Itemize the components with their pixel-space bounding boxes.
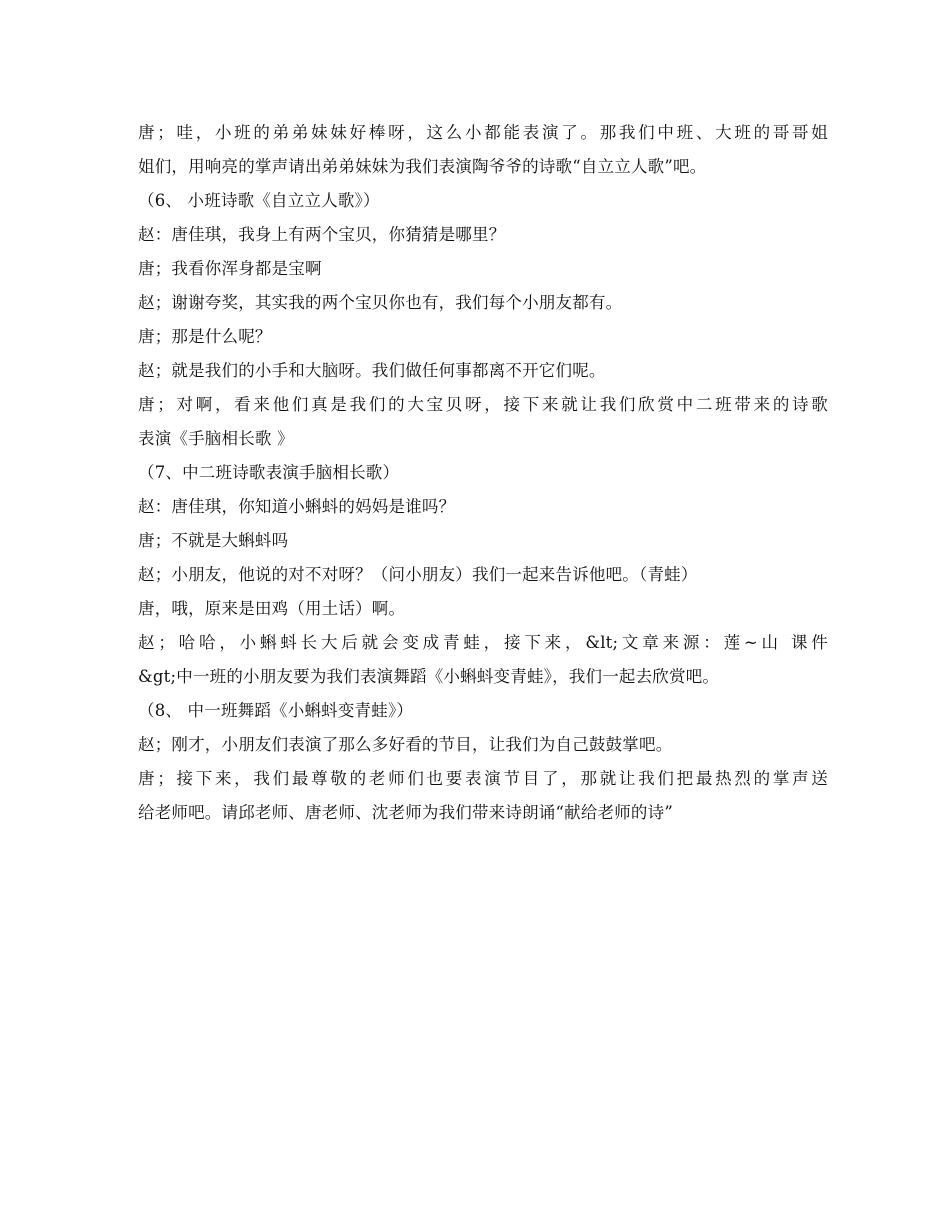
text-line-20: 唐；接下来，我们最尊敬的老师们也要表演节目了，那就让我们把最热烈的掌声送 [138, 769, 828, 788]
text-line-2: 姐们，用响亮的掌声请出弟弟妹妹为我们表演陶爷爷的诗歌“自立立人歌”吧。 [138, 157, 707, 176]
text-line-9: 唐；对啊，看来他们真是我们的大宝贝呀，接下来就让我们欣赏中二班带来的诗歌 [138, 395, 828, 414]
text-line-14: 赵；小朋友，他说的对不对呀？（问小朋友）我们一起来告诉他吧。（青蛙） [138, 565, 698, 584]
document-body [138, 116, 828, 830]
text-line-19: 赵；刚才，小朋友们表演了那么多好看的节目，让我们为自己鼓鼓掌吧。 [138, 735, 673, 754]
text-line-4: 赵：唐佳琪，我身上有两个宝贝，你猜猜是哪里？ [138, 225, 506, 244]
text-line-7: 唐；那是什么呢？ [138, 327, 272, 346]
text-line-16: 赵；哈哈，小蝌蚪长大后就会变成青蛙，接下来，&lt;文章来源：莲~山 课件 [138, 633, 828, 652]
text-line-10: 表演《手脑相长歌 》 [138, 429, 294, 448]
text-line-13: 唐；不就是大蝌蚪吗 [138, 531, 289, 550]
text-line-1: 唐；哇，小班的弟弟妹妹好棒呀，这么小都能表演了。那我们中班、大班的哥哥姐 [138, 123, 828, 142]
text-line-18: （8、 中一班舞蹈《小蝌蚪变青蛙》） [138, 701, 414, 720]
text-line-15: 唐，哦，原来是田鸡（用土话）啊。 [138, 599, 406, 618]
text-line-6: 赵；谢谢夸奖，其实我的两个宝贝你也有，我们每个小朋友都有。 [138, 293, 623, 312]
text-line-11: （7、中二班诗歌表演手脑相长歌） [138, 463, 400, 482]
text-line-3: （6、 小班诗歌《自立立人歌》） [138, 191, 380, 210]
text-line-12: 赵：唐佳琪，你知道小蝌蚪的妈妈是谁吗？ [138, 497, 456, 516]
text-line-21: 给老师吧。请邱老师、唐老师、沈老师为我们带来诗朗诵“献给老师的诗” [138, 803, 673, 822]
text-line-17: &gt;中一班的小朋友要为我们表演舞蹈《小蝌蚪变青蛙》，我们一起去欣赏吧。 [138, 667, 720, 686]
text-line-8: 赵；就是我们的小手和大脑呀。我们做任何事都离不开它们呢。 [138, 361, 606, 380]
text-line-5: 唐；我看你浑身都是宝啊 [138, 259, 322, 278]
